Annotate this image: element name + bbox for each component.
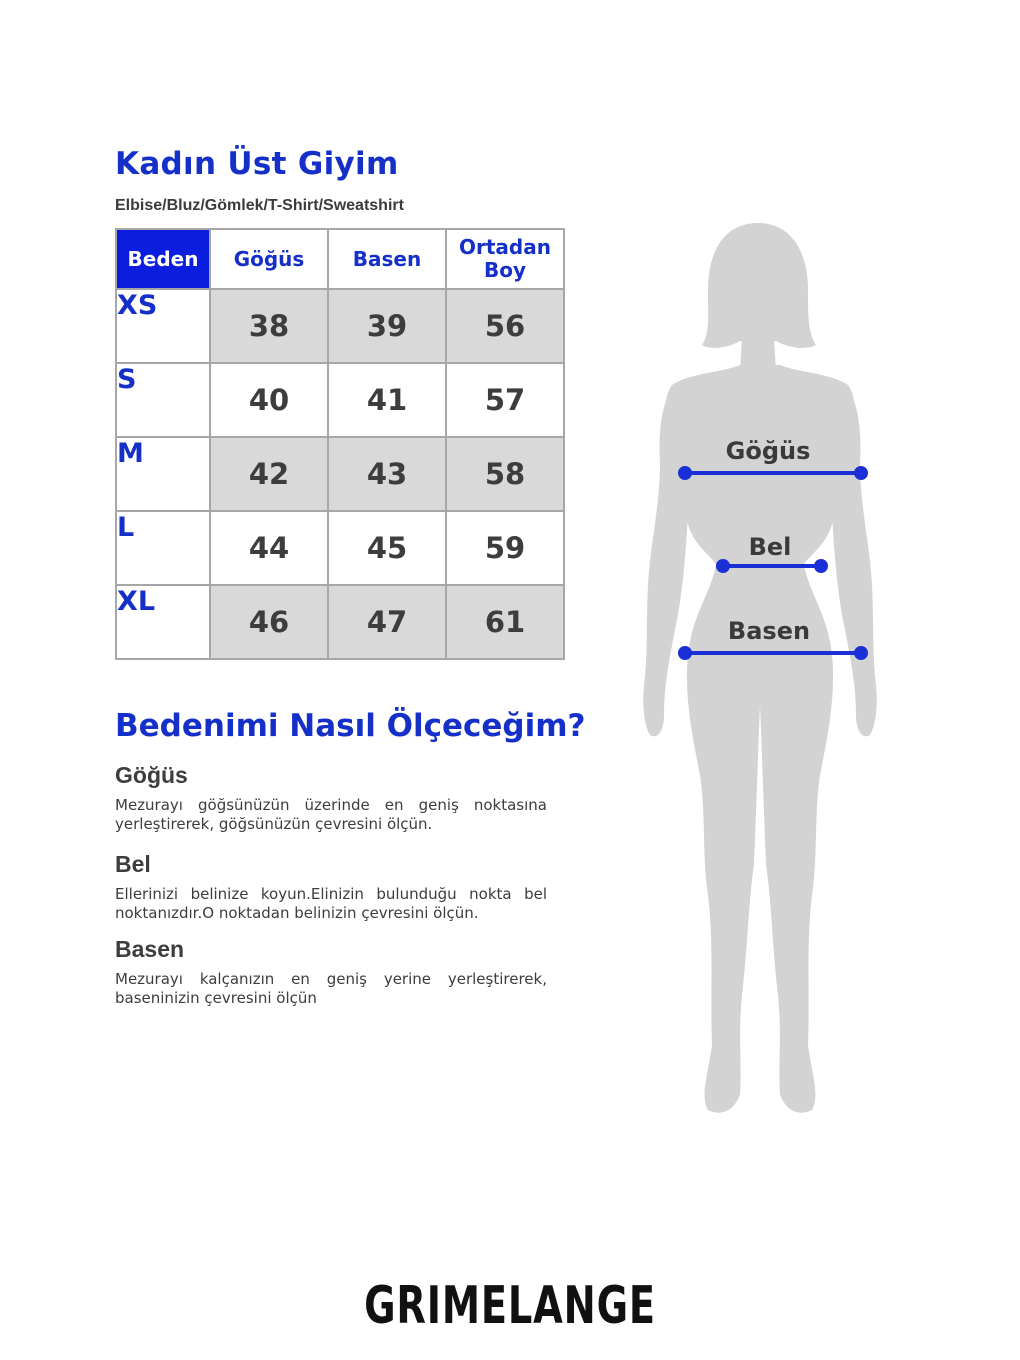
bel-heading: Bel [115, 851, 151, 877]
gogus-heading: Göğüs [115, 762, 188, 788]
boy-cell: 57 [446, 363, 564, 437]
bel-figure-label: Bel [748, 533, 792, 561]
silhouette-icon [643, 223, 877, 1113]
size-cell: M [116, 437, 210, 511]
basen-cell: 45 [328, 511, 446, 585]
page-subtitle: Elbise/Bluz/Gömlek/T-Shirt/Sweatshirt [115, 197, 404, 214]
basen-figure-label: Basen [727, 617, 811, 645]
basen-cell: 39 [328, 289, 446, 363]
size-cell: XS [116, 289, 210, 363]
basen-cell: 41 [328, 363, 446, 437]
header-beden: Beden [116, 229, 210, 289]
header-ortadan-line2: Boy [483, 258, 527, 282]
body-silhouette-figure [630, 215, 890, 1125]
page-title: Kadın Üst Giyim [115, 146, 399, 182]
boy-cell: 56 [446, 289, 564, 363]
basen-description: Mezurayı kalçanızın en geniş yerine yerleştirerek, baseninizin çevresini ölçün [115, 970, 547, 1007]
boy-cell: 58 [446, 437, 564, 511]
basen-cell: 43 [328, 437, 446, 511]
gogus-cell: 38 [210, 289, 328, 363]
header-ortadan-line1: Ortadan [459, 235, 551, 259]
gogus-figure-label: Göğüs [725, 437, 811, 465]
table-row [116, 437, 564, 511]
size-cell: XL [116, 585, 210, 659]
gogus-cell: 44 [210, 511, 328, 585]
table-row [116, 363, 564, 437]
header-ortadan-boy [446, 229, 564, 289]
table-row [116, 511, 564, 585]
gogus-cell: 42 [210, 437, 328, 511]
boy-cell: 61 [446, 585, 564, 659]
gogus-cell: 40 [210, 363, 328, 437]
size-cell: L [116, 511, 210, 585]
table-header-row [116, 229, 564, 289]
basen-cell: 47 [328, 585, 446, 659]
header-basen: Basen [328, 229, 446, 289]
bel-description: Ellerinizi belinize koyun.Elinizin bulunduğu nokta bel noktanızdır.O noktadan belinizin çevresini ölçün. [115, 885, 547, 922]
brand-logo: GRIMELANGE [364, 1276, 656, 1336]
table-row [116, 289, 564, 363]
header-gogus: Göğüs [210, 229, 328, 289]
basen-heading: Basen [115, 936, 185, 962]
gogus-cell: 46 [210, 585, 328, 659]
boy-cell: 59 [446, 511, 564, 585]
table-row [116, 585, 564, 659]
size-table [115, 228, 565, 660]
size-cell: S [116, 363, 210, 437]
how-to-measure-title: Bedenimi Nasıl Ölçeceğim? [115, 708, 586, 744]
gogus-description: Mezurayı göğsünüzün üzerinde en geniş noktasına yerleştirerek, göğsünüzün çevresini ölçün. [115, 796, 547, 833]
